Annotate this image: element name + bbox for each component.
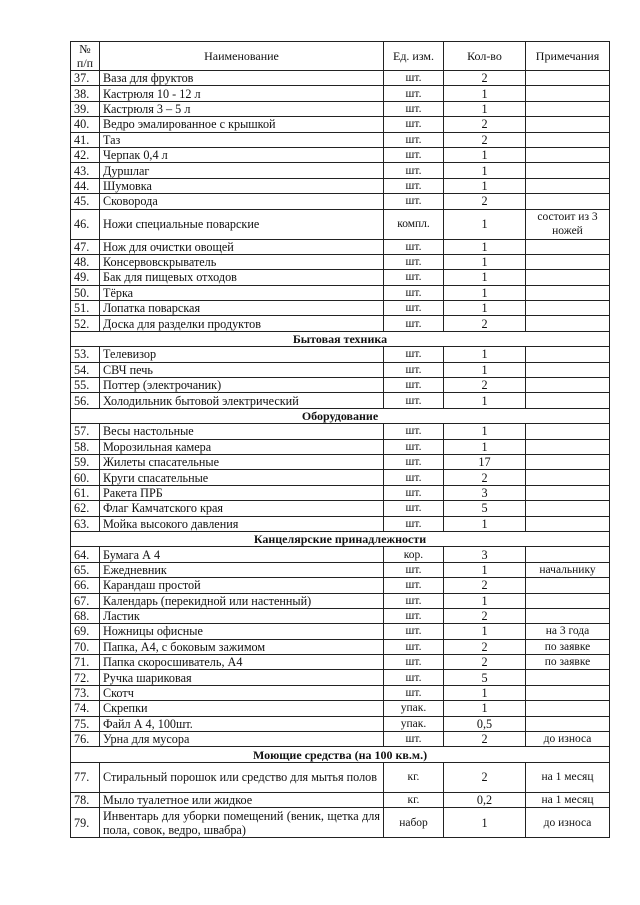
cell-num: 60. — [71, 470, 100, 485]
cell-qty: 2 — [444, 470, 526, 485]
cell-num: 58. — [71, 439, 100, 454]
cell-qty: 1 — [444, 362, 526, 377]
cell-qty: 3 — [444, 485, 526, 500]
cell-unit: шт. — [384, 378, 444, 393]
cell-unit: шт. — [384, 101, 444, 116]
cell-qty: 2 — [444, 132, 526, 147]
table-row — [71, 424, 610, 439]
cell-unit: кг. — [384, 792, 444, 807]
cell-note — [526, 685, 610, 700]
cell-name: Скотч — [100, 685, 384, 700]
cell-name: Круги спасательные — [100, 470, 384, 485]
cell-unit: шт. — [384, 501, 444, 516]
cell-num: 65. — [71, 562, 100, 577]
cell-num: 79. — [71, 808, 100, 838]
cell-name: Мыло туалетное или жидкое — [100, 792, 384, 807]
cell-note: по заявке — [526, 639, 610, 654]
section-title: Бытовая техника — [71, 331, 610, 346]
section-header-row — [71, 331, 610, 346]
cell-unit: шт. — [384, 516, 444, 531]
cell-unit: кг. — [384, 762, 444, 792]
cell-name: Весы настольные — [100, 424, 384, 439]
cell-num: 38. — [71, 86, 100, 101]
table-row — [71, 624, 610, 639]
cell-qty: 2 — [444, 762, 526, 792]
table-row — [71, 239, 610, 254]
cell-unit: шт. — [384, 147, 444, 162]
table-row — [71, 347, 610, 362]
table-row — [71, 270, 610, 285]
cell-qty: 2 — [444, 608, 526, 623]
cell-qty: 1 — [444, 239, 526, 254]
cell-note — [526, 316, 610, 331]
cell-note — [526, 147, 610, 162]
table-row — [71, 716, 610, 731]
section-header-row — [71, 747, 610, 762]
cell-qty: 2 — [444, 71, 526, 86]
table-row — [71, 562, 610, 577]
cell-unit: шт. — [384, 608, 444, 623]
cell-note — [526, 378, 610, 393]
cell-unit: кор. — [384, 547, 444, 562]
cell-num: 70. — [71, 639, 100, 654]
cell-num: 66. — [71, 578, 100, 593]
table-row — [71, 147, 610, 162]
cell-unit: шт. — [384, 639, 444, 654]
cell-unit: шт. — [384, 439, 444, 454]
cell-qty: 1 — [444, 347, 526, 362]
cell-unit: шт. — [384, 470, 444, 485]
cell-note — [526, 101, 610, 116]
cell-num: 67. — [71, 593, 100, 608]
cell-num: 64. — [71, 547, 100, 562]
cell-note — [526, 393, 610, 408]
cell-qty: 1 — [444, 562, 526, 577]
table-row — [71, 578, 610, 593]
cell-name: Таз — [100, 132, 384, 147]
cell-qty: 1 — [444, 301, 526, 316]
table-row — [71, 117, 610, 132]
section-title: Моющие средства (на 100 кв.м.) — [71, 747, 610, 762]
cell-num: 71. — [71, 655, 100, 670]
cell-name: Дуршлаг — [100, 163, 384, 178]
cell-unit: шт. — [384, 424, 444, 439]
cell-name: Черпак 0,4 л — [100, 147, 384, 162]
cell-note — [526, 270, 610, 285]
table-row — [71, 194, 610, 209]
cell-unit: шт. — [384, 270, 444, 285]
cell-note — [526, 301, 610, 316]
cell-note — [526, 439, 610, 454]
cell-unit: шт. — [384, 71, 444, 86]
cell-qty: 1 — [444, 393, 526, 408]
cell-name: Стиральный порошок или средство для мытья полов — [100, 762, 384, 792]
table-row — [71, 808, 610, 838]
cell-unit: шт. — [384, 178, 444, 193]
cell-qty: 1 — [444, 285, 526, 300]
cell-unit: шт. — [384, 655, 444, 670]
cell-unit: шт. — [384, 254, 444, 269]
table-row — [71, 762, 610, 792]
cell-qty: 2 — [444, 378, 526, 393]
cell-note — [526, 516, 610, 531]
table-row — [71, 209, 610, 239]
cell-num: 51. — [71, 301, 100, 316]
cell-name: Инвентарь для уборки помещений (веник, щетка для пола, совок, ведро, швабра) — [100, 808, 384, 838]
cell-qty: 1 — [444, 147, 526, 162]
table-row — [71, 316, 610, 331]
cell-name: Кастрюля 10 - 12 л — [100, 86, 384, 101]
cell-note — [526, 254, 610, 269]
table-row — [71, 701, 610, 716]
table-row — [71, 732, 610, 747]
cell-unit: шт. — [384, 670, 444, 685]
cell-num: 49. — [71, 270, 100, 285]
cell-qty: 5 — [444, 501, 526, 516]
table-row — [71, 393, 610, 408]
cell-unit: шт. — [384, 239, 444, 254]
cell-num: 43. — [71, 163, 100, 178]
table-row — [71, 86, 610, 101]
cell-num: 40. — [71, 117, 100, 132]
cell-unit: шт. — [384, 593, 444, 608]
cell-name: Ведро эмалированное с крышкой — [100, 117, 384, 132]
cell-unit: набор — [384, 808, 444, 838]
cell-num: 44. — [71, 178, 100, 193]
cell-unit: шт. — [384, 485, 444, 500]
cell-num: 57. — [71, 424, 100, 439]
cell-note — [526, 578, 610, 593]
cell-num: 47. — [71, 239, 100, 254]
cell-note — [526, 347, 610, 362]
section-title: Оборудование — [71, 408, 610, 423]
cell-note — [526, 608, 610, 623]
cell-qty: 1 — [444, 86, 526, 101]
cell-name: Ножи специальные поварские — [100, 209, 384, 239]
cell-num: 42. — [71, 147, 100, 162]
cell-num: 61. — [71, 485, 100, 500]
cell-unit: компл. — [384, 209, 444, 239]
cell-qty: 1 — [444, 624, 526, 639]
cell-note — [526, 86, 610, 101]
cell-qty: 2 — [444, 194, 526, 209]
cell-note: на 3 года — [526, 624, 610, 639]
cell-qty: 2 — [444, 732, 526, 747]
cell-qty: 2 — [444, 639, 526, 654]
cell-note — [526, 454, 610, 469]
cell-unit: шт. — [384, 86, 444, 101]
table-row — [71, 362, 610, 377]
cell-note — [526, 71, 610, 86]
cell-qty: 1 — [444, 516, 526, 531]
cell-name: Консервовскрыватель — [100, 254, 384, 269]
table-row — [71, 301, 610, 316]
cell-unit: шт. — [384, 316, 444, 331]
cell-unit: шт. — [384, 732, 444, 747]
cell-qty: 2 — [444, 578, 526, 593]
cell-qty: 1 — [444, 254, 526, 269]
table-row — [71, 132, 610, 147]
table-row — [71, 655, 610, 670]
cell-unit: шт. — [384, 132, 444, 147]
cell-num: 69. — [71, 624, 100, 639]
cell-qty: 3 — [444, 547, 526, 562]
table-row — [71, 792, 610, 807]
cell-note: состоит из 3 ножей — [526, 209, 610, 239]
cell-name: Доска для разделки продуктов — [100, 316, 384, 331]
table-row — [71, 454, 610, 469]
cell-note — [526, 424, 610, 439]
cell-note — [526, 670, 610, 685]
cell-name: Кастрюля 3 – 5 л — [100, 101, 384, 116]
cell-qty: 2 — [444, 655, 526, 670]
cell-unit: шт. — [384, 347, 444, 362]
cell-num: 76. — [71, 732, 100, 747]
table-row — [71, 608, 610, 623]
cell-name: Папка, А4, с боковым зажимом — [100, 639, 384, 654]
cell-name: Ластик — [100, 608, 384, 623]
cell-num: 45. — [71, 194, 100, 209]
cell-name: Карандаш простой — [100, 578, 384, 593]
cell-note — [526, 117, 610, 132]
cell-name: Ножницы офисные — [100, 624, 384, 639]
cell-unit: шт. — [384, 362, 444, 377]
cell-note — [526, 132, 610, 147]
table-header-row — [71, 42, 610, 71]
cell-num: 53. — [71, 347, 100, 362]
cell-name: Поттер (электрочаник) — [100, 378, 384, 393]
cell-num: 62. — [71, 501, 100, 516]
cell-note — [526, 593, 610, 608]
cell-name: Морозильная камера — [100, 439, 384, 454]
cell-num: 48. — [71, 254, 100, 269]
cell-num: 73. — [71, 685, 100, 700]
cell-qty: 1 — [444, 439, 526, 454]
cell-num: 55. — [71, 378, 100, 393]
cell-num: 52. — [71, 316, 100, 331]
cell-qty: 1 — [444, 701, 526, 716]
table-body — [71, 71, 610, 838]
cell-unit: шт. — [384, 194, 444, 209]
cell-name: Телевизор — [100, 347, 384, 362]
cell-name: Скрепки — [100, 701, 384, 716]
cell-note: до износа — [526, 808, 610, 838]
cell-note: на 1 месяц — [526, 762, 610, 792]
cell-name: Папка скоросшиватель, А4 — [100, 655, 384, 670]
cell-num: 56. — [71, 393, 100, 408]
cell-qty: 1 — [444, 101, 526, 116]
cell-name: Шумовка — [100, 178, 384, 193]
inventory-table — [70, 41, 610, 838]
cell-note — [526, 701, 610, 716]
table-row — [71, 670, 610, 685]
cell-unit: шт. — [384, 285, 444, 300]
cell-num: 39. — [71, 101, 100, 116]
table-row — [71, 101, 610, 116]
table-row — [71, 378, 610, 393]
cell-unit: шт. — [384, 562, 444, 577]
cell-unit: шт. — [384, 454, 444, 469]
cell-unit: шт. — [384, 578, 444, 593]
cell-name: Ракета ПРБ — [100, 485, 384, 500]
table-row — [71, 285, 610, 300]
cell-num: 46. — [71, 209, 100, 239]
cell-unit: упак. — [384, 716, 444, 731]
cell-qty: 2 — [444, 117, 526, 132]
cell-name: Лопатка поварская — [100, 301, 384, 316]
cell-qty: 0,5 — [444, 716, 526, 731]
cell-name: Нож для очистки овощей — [100, 239, 384, 254]
table-row — [71, 639, 610, 654]
cell-unit: шт. — [384, 117, 444, 132]
cell-note — [526, 163, 610, 178]
cell-num: 78. — [71, 792, 100, 807]
cell-note — [526, 470, 610, 485]
cell-note — [526, 362, 610, 377]
table-row — [71, 685, 610, 700]
cell-note: до износа — [526, 732, 610, 747]
cell-name: Ручка шариковая — [100, 670, 384, 685]
cell-name: Календарь (перекидной или настенный) — [100, 593, 384, 608]
cell-num: 63. — [71, 516, 100, 531]
cell-name: Жилеты спасательные — [100, 454, 384, 469]
cell-name: Ежедневник — [100, 562, 384, 577]
cell-unit: шт. — [384, 393, 444, 408]
cell-qty: 5 — [444, 670, 526, 685]
section-header-row — [71, 531, 610, 546]
cell-note — [526, 194, 610, 209]
cell-num: 41. — [71, 132, 100, 147]
table-row — [71, 163, 610, 178]
table-row — [71, 501, 610, 516]
cell-name: Сковорода — [100, 194, 384, 209]
table-row — [71, 593, 610, 608]
cell-name: Тёрка — [100, 285, 384, 300]
cell-qty: 1 — [444, 593, 526, 608]
header-unit: Ед. изм. — [384, 42, 444, 71]
cell-qty: 0,2 — [444, 792, 526, 807]
cell-note: на 1 месяц — [526, 792, 610, 807]
table-row — [71, 516, 610, 531]
cell-unit: шт. — [384, 624, 444, 639]
cell-qty: 17 — [444, 454, 526, 469]
header-name: Наименование — [100, 42, 384, 71]
cell-unit: шт. — [384, 163, 444, 178]
cell-qty: 1 — [444, 163, 526, 178]
cell-name: Файл А 4, 100шт. — [100, 716, 384, 731]
cell-note — [526, 239, 610, 254]
cell-num: 37. — [71, 71, 100, 86]
cell-note — [526, 485, 610, 500]
cell-qty: 1 — [444, 209, 526, 239]
cell-unit: шт. — [384, 685, 444, 700]
cell-qty: 1 — [444, 178, 526, 193]
cell-note — [526, 501, 610, 516]
cell-unit: шт. — [384, 301, 444, 316]
table-row — [71, 254, 610, 269]
cell-num: 50. — [71, 285, 100, 300]
cell-name: Урна для мусора — [100, 732, 384, 747]
cell-name: Холодильник бытовой электрический — [100, 393, 384, 408]
cell-name: Бак для пищевых отходов — [100, 270, 384, 285]
cell-name: Флаг Камчатского края — [100, 501, 384, 516]
cell-qty: 1 — [444, 424, 526, 439]
cell-qty: 1 — [444, 808, 526, 838]
section-header-row — [71, 408, 610, 423]
cell-note: по заявке — [526, 655, 610, 670]
section-title: Канцелярские принадлежности — [71, 531, 610, 546]
cell-unit: упак. — [384, 701, 444, 716]
table-row — [71, 178, 610, 193]
header-note: Примечания — [526, 42, 610, 71]
cell-num: 77. — [71, 762, 100, 792]
table-row — [71, 439, 610, 454]
cell-qty: 2 — [444, 316, 526, 331]
table-row — [71, 547, 610, 562]
header-qty: Кол-во — [444, 42, 526, 71]
cell-name: Ваза для фруктов — [100, 71, 384, 86]
cell-name: Бумага А 4 — [100, 547, 384, 562]
cell-qty: 1 — [444, 270, 526, 285]
header-num: № п/п — [71, 42, 100, 71]
cell-num: 59. — [71, 454, 100, 469]
cell-note — [526, 716, 610, 731]
cell-num: 75. — [71, 716, 100, 731]
table-row — [71, 485, 610, 500]
cell-note — [526, 285, 610, 300]
table-row — [71, 470, 610, 485]
cell-note — [526, 178, 610, 193]
cell-num: 74. — [71, 701, 100, 716]
table-row — [71, 71, 610, 86]
cell-num: 54. — [71, 362, 100, 377]
cell-num: 72. — [71, 670, 100, 685]
cell-num: 68. — [71, 608, 100, 623]
cell-name: СВЧ печь — [100, 362, 384, 377]
cell-qty: 1 — [444, 685, 526, 700]
cell-note — [526, 547, 610, 562]
cell-name: Мойка высокого давления — [100, 516, 384, 531]
cell-note: начальнику — [526, 562, 610, 577]
